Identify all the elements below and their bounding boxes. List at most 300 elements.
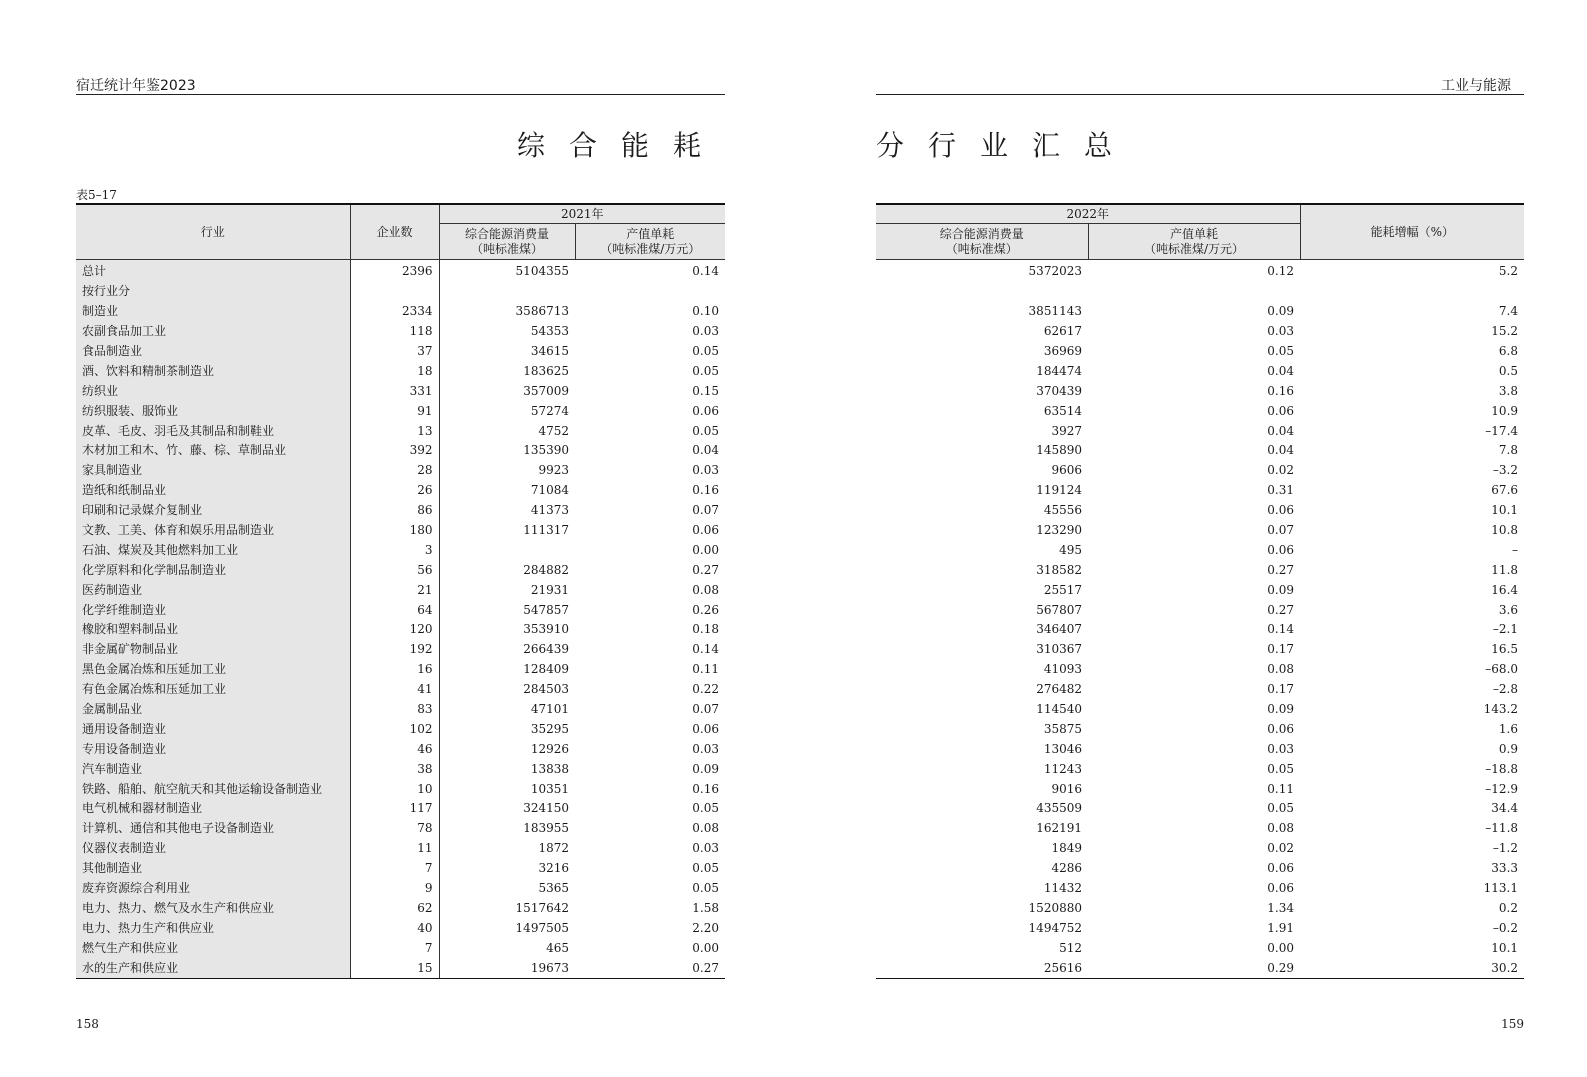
growth-cell	[1300, 282, 1524, 302]
energy-2022-cell: 63514	[1043, 403, 1082, 418]
table-row	[76, 640, 725, 660]
intensity-2022-cell: 0.27	[1267, 562, 1295, 577]
intensity-2021-cell: 0.22	[692, 682, 720, 697]
energy-2021-cell: 35295	[530, 721, 569, 736]
page-number-left: 158	[76, 1017, 99, 1031]
enterprise-count-cell: 392	[350, 441, 439, 461]
enterprise-count-cell: 11	[350, 839, 439, 859]
energy-2021-cell: 128409	[523, 662, 569, 677]
enterprise-count-cell: 2396	[350, 260, 439, 282]
table-row	[76, 739, 725, 759]
intensity-label: 产值单耗	[626, 226, 675, 241]
intensity-2022-cell: 1.34	[1267, 900, 1295, 915]
enterprise-count-cell: 37	[350, 342, 439, 362]
energy-2022-cell	[876, 282, 1088, 302]
table-row	[876, 938, 1524, 958]
table-row	[876, 819, 1524, 839]
growth-cell: –2.1	[1492, 622, 1519, 637]
intensity-2022-cell: 0.02	[1267, 841, 1295, 856]
table-row	[876, 421, 1524, 441]
table-row	[876, 759, 1524, 779]
energy-2022-cell: 36969	[1043, 344, 1082, 358]
energy-2022-cell: 370439	[1036, 383, 1082, 398]
energy-2021-cell: 284503	[523, 682, 569, 697]
intensity-2022-cell: 0.07	[1267, 523, 1295, 538]
intensity-2021-cell: 1.58	[692, 900, 720, 915]
intensity-2021-cell: 0.05	[692, 881, 720, 896]
intensity-2021-cell: 0.27	[692, 562, 720, 577]
table-row	[876, 560, 1524, 580]
energy-2021-cell: 9923	[538, 463, 569, 478]
energy-2022-cell: 276482	[1036, 682, 1082, 697]
industry-cell: 有色金属冶炼和压延加工业	[76, 680, 350, 700]
energy-2021-cell: 3586713	[515, 304, 569, 319]
growth-cell: 16.4	[1491, 582, 1519, 597]
energy-2022-cell: 310367	[1036, 642, 1082, 657]
intensity-2022-cell: 0.06	[1267, 503, 1295, 518]
energy-2021-cell: 3216	[538, 861, 569, 876]
energy-2021-cell: 1497505	[515, 920, 569, 935]
growth-cell: 67.6	[1491, 483, 1519, 498]
intensity-2022-cell: 0.06	[1267, 403, 1295, 418]
col-header-intensity-2022	[1088, 224, 1300, 260]
energy-2022-cell: 184474	[1036, 363, 1082, 378]
energy-2021-cell: 21931	[530, 582, 569, 597]
enterprise-count-cell: 86	[350, 501, 439, 521]
intensity-2021-cell: 0.16	[692, 483, 720, 498]
table-row	[76, 759, 725, 779]
table-row	[876, 839, 1524, 859]
enterprise-count-cell: 13	[350, 421, 439, 441]
energy-2021-cell: 13838	[530, 761, 569, 776]
growth-cell: 34.4	[1491, 801, 1519, 816]
growth-cell: 6.8	[1498, 344, 1519, 358]
col-header-energy-2022	[876, 224, 1088, 260]
enterprise-count-cell: 38	[350, 759, 439, 779]
growth-cell: 10.1	[1491, 940, 1519, 955]
industry-cell: 化学原料和化学制品制造业	[76, 560, 350, 580]
growth-cell: 0.2	[1498, 900, 1519, 915]
energy-2021-cell: 183625	[523, 363, 569, 378]
page-title-right: 分行业汇总	[876, 129, 1137, 162]
intensity-2022-cell: 0.17	[1267, 682, 1295, 697]
intensity-2022-cell: 0.09	[1267, 702, 1295, 717]
energy-2022-cell: 45556	[1043, 503, 1082, 518]
growth-cell: –0.2	[1492, 920, 1519, 935]
intensity-2022-cell: 0.04	[1267, 363, 1295, 378]
col-header-intensity-2021	[575, 224, 725, 260]
intensity-2022-cell	[1088, 282, 1300, 302]
energy-2022-cell: 512	[1059, 940, 1082, 955]
table-row	[76, 779, 725, 799]
intensity-2021-cell: 0.03	[692, 324, 720, 339]
industry-cell: 印刷和记录媒介复制业	[76, 501, 350, 521]
intensity-2022-cell: 0.14	[1267, 622, 1295, 637]
table-row	[876, 282, 1524, 302]
table-row	[76, 521, 725, 541]
col-header-enterprises: 企业数	[350, 204, 439, 260]
intensity-2021-cell: 0.03	[692, 841, 720, 856]
intensity-2021-cell: 2.20	[692, 920, 720, 935]
table-row	[76, 421, 725, 441]
intensity-2021-cell: 0.06	[692, 403, 720, 418]
intensity-2022-cell: 0.12	[1267, 264, 1295, 279]
industry-cell: 纺织服装、服饰业	[76, 401, 350, 421]
intensity-2021-cell: 0.14	[692, 264, 720, 279]
enterprise-count-cell: 9	[350, 879, 439, 899]
table-row	[76, 540, 725, 560]
intensity-2021-cell	[575, 282, 725, 302]
industry-cell: 电力、热力生产和供应业	[76, 918, 350, 938]
growth-cell: –17.4	[1485, 423, 1519, 438]
industry-cell: 仪器仪表制造业	[76, 839, 350, 859]
energy-2021-cell: 71084	[530, 483, 569, 498]
intensity-2021-cell: 0.27	[575, 958, 725, 978]
energy-label: 综合能源消费量	[939, 226, 1024, 241]
table-row	[76, 381, 725, 401]
growth-cell: 7.4	[1498, 304, 1519, 319]
energy-2021-cell: 47101	[530, 702, 569, 717]
energy-2022-cell: 13046	[1043, 741, 1082, 756]
energy-2021-cell: 266439	[523, 642, 569, 657]
table-row	[76, 819, 725, 839]
energy-2021-cell: 1872	[538, 841, 569, 856]
energy-2022-cell: 41093	[1043, 662, 1082, 677]
intensity-2022-cell: 0.09	[1267, 304, 1295, 319]
table-row	[76, 481, 725, 501]
table-row	[76, 660, 725, 680]
table-row	[76, 700, 725, 720]
page-title-left: 综合能耗	[516, 129, 725, 162]
table-row	[76, 839, 725, 859]
table-row	[76, 282, 725, 302]
growth-cell: 5.2	[1498, 264, 1519, 279]
table-row	[76, 799, 725, 819]
energy-2022-cell: 9606	[1051, 463, 1082, 478]
col-header-energy-2021	[439, 224, 575, 260]
enterprise-count-cell: 18	[350, 361, 439, 381]
energy-unit: （吨标准煤）	[945, 241, 1018, 256]
industry-cell: 水的生产和供应业	[76, 958, 350, 978]
table-row	[876, 779, 1524, 799]
industry-cell: 酒、饮料和精制茶制造业	[76, 361, 350, 381]
growth-cell: 10.9	[1491, 403, 1519, 418]
table-row	[876, 441, 1524, 461]
table-row	[76, 958, 725, 978]
intensity-2021-cell: 0.15	[692, 383, 720, 398]
energy-2022-cell: 567807	[1036, 602, 1082, 617]
industry-cell: 专用设备制造业	[76, 739, 350, 759]
industry-cell: 制造业	[76, 302, 350, 322]
growth-cell: 0.5	[1498, 363, 1519, 378]
intensity-2021-cell: 0.16	[692, 781, 720, 796]
table-row	[876, 899, 1524, 919]
table-row	[76, 501, 725, 521]
table-row	[76, 719, 725, 739]
table-row	[76, 322, 725, 342]
table-row	[876, 918, 1524, 938]
intensity-2022-cell: 0.03	[1267, 741, 1295, 756]
table-row	[76, 260, 725, 282]
energy-2022-cell: 119124	[1036, 483, 1082, 498]
enterprise-count-cell: 7	[350, 859, 439, 879]
intensity-2021-cell: 0.26	[692, 602, 720, 617]
energy-2022-cell: 114540	[1036, 702, 1082, 717]
intensity-2021-cell: 0.05	[692, 423, 720, 438]
energy-unit: （吨标准煤）	[470, 241, 543, 256]
growth-cell: 113.1	[1483, 881, 1519, 896]
energy-2022-cell: 9016	[1051, 781, 1082, 796]
industry-cell: 计算机、通信和其他电子设备制造业	[76, 819, 350, 839]
enterprise-count-cell: 192	[350, 640, 439, 660]
table-row	[876, 700, 1524, 720]
growth-cell: –18.8	[1485, 761, 1519, 776]
industry-cell: 其他制造业	[76, 859, 350, 879]
growth-cell: 7.8	[1498, 443, 1519, 458]
energy-2022-cell: 162191	[1036, 821, 1082, 836]
energy-2022-cell: 25517	[1043, 582, 1082, 597]
table-row	[876, 660, 1524, 680]
intensity-2022-cell: 0.08	[1267, 662, 1295, 677]
enterprise-count-cell	[350, 282, 439, 302]
energy-2021-cell: 5104355	[515, 264, 569, 279]
intensity-2021-cell: 0.08	[692, 821, 720, 836]
industry-cell: 燃气生产和供应业	[76, 938, 350, 958]
industry-cell: 通用设备制造业	[76, 719, 350, 739]
table-row	[76, 938, 725, 958]
intensity-2021-cell: 0.06	[692, 523, 720, 538]
energy-2022-cell: 11432	[1043, 881, 1082, 896]
table-row	[76, 600, 725, 620]
energy-2022-cell: 318582	[1036, 562, 1082, 577]
industry-cell: 汽车制造业	[76, 759, 350, 779]
table-row	[76, 859, 725, 879]
energy-2021-cell: 12926	[530, 741, 569, 756]
energy-2022-cell: 1494752	[1028, 920, 1082, 935]
energy-2021-cell: 19673	[439, 958, 575, 978]
industry-cell: 铁路、船舶、航空航天和其他运输设备制造业	[76, 779, 350, 799]
energy-2022-cell: 62617	[1043, 324, 1082, 339]
table-row	[876, 680, 1524, 700]
intensity-2022-cell: 0.09	[1267, 582, 1295, 597]
energy-2021-cell: 10351	[530, 781, 569, 796]
enterprise-count-cell: 28	[350, 461, 439, 481]
table-row	[876, 521, 1524, 541]
header-rule-right	[876, 94, 1524, 95]
growth-cell: 15.2	[1491, 324, 1519, 339]
intensity-2022-cell: 0.31	[1267, 483, 1295, 498]
intensity-2021-cell: 0.11	[692, 662, 720, 677]
enterprise-count-cell: 40	[350, 918, 439, 938]
table-row	[876, 302, 1524, 322]
enterprise-count-cell: 2334	[350, 302, 439, 322]
energy-2021-cell: 183955	[523, 821, 569, 836]
growth-cell: –12.9	[1485, 781, 1519, 796]
intensity-2022-cell: 0.02	[1267, 463, 1295, 478]
table-row	[76, 441, 725, 461]
intensity-2021-cell: 0.04	[692, 443, 720, 458]
intensity-2022-cell: 0.29	[1088, 958, 1300, 978]
intensity-unit: （吨标准煤/万元）	[1143, 241, 1245, 256]
table-row	[876, 540, 1524, 560]
intensity-2021-cell: 0.03	[692, 463, 720, 478]
enterprise-count-cell: 7	[350, 938, 439, 958]
industry-cell: 电力、热力、燃气及水生产和供应业	[76, 899, 350, 919]
growth-cell: –	[1512, 542, 1519, 557]
table-row	[876, 481, 1524, 501]
table-row	[76, 620, 725, 640]
intensity-2021-cell: 0.05	[692, 363, 720, 378]
table-row	[876, 719, 1524, 739]
growth-cell: 0.9	[1498, 741, 1519, 756]
enterprise-count-cell: 331	[350, 381, 439, 401]
intensity-2021-cell: 0.07	[692, 503, 720, 518]
table-row	[76, 401, 725, 421]
industry-cell: 文教、工美、体育和娱乐用品制造业	[76, 521, 350, 541]
enterprise-count-cell: 83	[350, 700, 439, 720]
energy-2022-cell: 35875	[1043, 721, 1082, 736]
intensity-2022-cell: 0.00	[1267, 940, 1295, 955]
energy-2021-cell: 54353	[530, 324, 569, 339]
intensity-2022-cell: 0.03	[1267, 324, 1295, 339]
growth-cell: 3.8	[1498, 383, 1519, 398]
industry-cell: 化学纤维制造业	[76, 600, 350, 620]
table-row	[876, 799, 1524, 819]
table-row	[76, 899, 725, 919]
table-row	[876, 401, 1524, 421]
intensity-2021-cell: 0.10	[692, 304, 720, 319]
growth-cell: 143.2	[1483, 702, 1519, 717]
growth-cell: –68.0	[1485, 662, 1519, 677]
header-rule-left	[76, 94, 725, 95]
intensity-unit: （吨标准煤/万元）	[600, 241, 701, 256]
enterprise-count-cell: 56	[350, 560, 439, 580]
energy-table-2021	[76, 203, 725, 979]
industry-cell: 家具制造业	[76, 461, 350, 481]
table-row	[876, 620, 1524, 640]
intensity-2022-cell: 0.05	[1267, 801, 1295, 816]
intensity-2021-cell: 0.14	[692, 642, 720, 657]
intensity-2022-cell: 0.27	[1267, 602, 1295, 617]
intensity-2021-cell: 0.05	[692, 861, 720, 876]
energy-2022-cell: 495	[1059, 542, 1082, 557]
industry-cell: 石油、煤炭及其他燃料加工业	[76, 540, 350, 560]
enterprise-count-cell: 10	[350, 779, 439, 799]
industry-cell: 造纸和纸制品业	[76, 481, 350, 501]
intensity-label: 产值单耗	[1170, 226, 1219, 241]
growth-cell: –11.8	[1485, 821, 1519, 836]
energy-2021-cell: 5365	[538, 881, 569, 896]
table-row	[76, 580, 725, 600]
industry-cell: 总计	[76, 260, 350, 282]
intensity-2022-cell: 0.08	[1267, 821, 1295, 836]
running-header-right: 工业与能源	[1441, 78, 1511, 94]
intensity-2021-cell: 0.07	[692, 702, 720, 717]
enterprise-count-cell: 102	[350, 719, 439, 739]
intensity-2022-cell: 0.06	[1267, 542, 1295, 557]
table-row	[876, 501, 1524, 521]
running-header-left: 宿迁统计年鉴2023	[76, 78, 196, 94]
enterprise-count-cell: 91	[350, 401, 439, 421]
energy-2022-cell: 3927	[1051, 423, 1082, 438]
energy-2021-cell	[439, 282, 575, 302]
energy-label: 综合能源消费量	[464, 226, 549, 241]
table-row	[76, 560, 725, 580]
growth-cell: 11.8	[1491, 562, 1519, 577]
energy-2022-cell: 435509	[1036, 801, 1082, 816]
intensity-2022-cell: 0.06	[1267, 881, 1295, 896]
col-header-2021: 2021年	[439, 204, 725, 224]
intensity-2022-cell: 0.06	[1267, 721, 1295, 736]
industry-cell: 皮革、毛皮、羽毛及其制品和制鞋业	[76, 421, 350, 441]
table-row	[876, 381, 1524, 401]
col-header-2022: 2022年	[876, 204, 1300, 224]
industry-cell: 医药制造业	[76, 580, 350, 600]
table-row	[76, 918, 725, 938]
growth-cell: 1.6	[1498, 721, 1519, 736]
energy-2022-cell: 145890	[1036, 443, 1082, 458]
intensity-2021-cell: 0.08	[692, 582, 720, 597]
industry-cell: 废弃资源综合利用业	[76, 879, 350, 899]
table-row	[876, 600, 1524, 620]
enterprise-count-cell: 15	[350, 958, 439, 978]
energy-2022-cell: 5372023	[1028, 264, 1082, 279]
table-row	[876, 859, 1524, 879]
enterprise-count-cell: 118	[350, 322, 439, 342]
energy-2021-cell: 547857	[523, 602, 569, 617]
energy-2021-cell: 324150	[523, 801, 569, 816]
energy-2022-cell: 346407	[1036, 622, 1082, 637]
industry-cell: 橡胶和塑料制品业	[76, 620, 350, 640]
enterprise-count-cell: 64	[350, 600, 439, 620]
table-number: 表5–17	[76, 188, 117, 202]
energy-2021-cell: 353910	[523, 622, 569, 637]
industry-cell: 食品制造业	[76, 342, 350, 362]
energy-2021-cell: 1517642	[515, 900, 569, 915]
energy-2021-cell: 135390	[523, 443, 569, 458]
energy-2022-cell: 1849	[1051, 841, 1082, 856]
growth-cell: 10.8	[1491, 523, 1519, 538]
energy-2022-cell: 3851143	[1028, 304, 1082, 319]
table-row	[76, 302, 725, 322]
intensity-2021-cell: 0.18	[692, 622, 720, 637]
enterprise-count-cell: 117	[350, 799, 439, 819]
table-row	[76, 342, 725, 362]
intensity-2021-cell: 0.05	[692, 801, 720, 816]
table-row	[76, 879, 725, 899]
energy-2021-cell: 357009	[523, 383, 569, 398]
industry-cell: 农副食品加工业	[76, 322, 350, 342]
intensity-2022-cell: 0.11	[1267, 781, 1295, 796]
table-row	[876, 322, 1524, 342]
intensity-2022-cell: 0.05	[1267, 761, 1295, 776]
intensity-2022-cell: 0.04	[1267, 443, 1295, 458]
energy-2021-cell: 4752	[538, 423, 569, 438]
intensity-2021-cell: 0.00	[692, 940, 720, 955]
enterprise-count-cell: 21	[350, 580, 439, 600]
enterprise-count-cell: 62	[350, 899, 439, 919]
growth-cell: 3.6	[1498, 602, 1519, 617]
enterprise-count-cell: 120	[350, 620, 439, 640]
industry-cell: 木材加工和木、竹、藤、棕、草制品业	[76, 441, 350, 461]
table-row	[876, 739, 1524, 759]
intensity-2022-cell: 1.91	[1267, 920, 1295, 935]
table-row	[76, 680, 725, 700]
enterprise-count-cell: 46	[350, 739, 439, 759]
table-row	[876, 958, 1524, 978]
page-number-right: 159	[1501, 1017, 1524, 1031]
intensity-2021-cell: 0.05	[692, 344, 720, 358]
